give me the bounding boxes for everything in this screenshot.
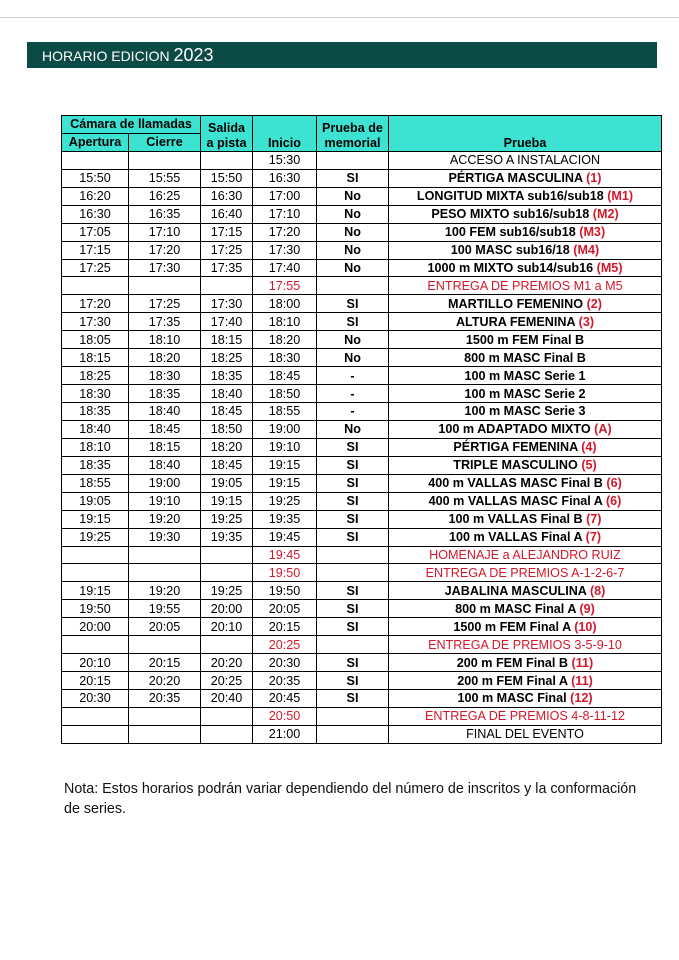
cell-prueba [389, 313, 662, 331]
cell-inicio: 17:40 [253, 259, 317, 277]
event-name: 200 m FEM Final B [456, 655, 569, 670]
event-name: 800 m MASC Final B [464, 350, 586, 365]
event-tag: (7) [586, 512, 602, 527]
event-name: 1500 m FEM Final B [465, 332, 585, 347]
event-name: ENTREGA DE PREMIOS 4-8-11-12 [425, 709, 625, 724]
cell-inicio: 19:15 [253, 474, 317, 492]
event-name: 800 m MASC Final A [455, 601, 576, 616]
header-memorial: Prueba de memorial [317, 116, 389, 152]
cell-apertura [62, 564, 129, 582]
cell-inicio: 18:55 [253, 403, 317, 421]
cell-inicio: 20:05 [253, 600, 317, 618]
cell-memorial: - [317, 367, 389, 385]
cell-apertura: 18:30 [62, 385, 129, 403]
cell-prueba [389, 420, 662, 438]
cell-inicio: 19:45 [253, 546, 317, 564]
table-row [62, 331, 662, 349]
cell-inicio: 18:00 [253, 295, 317, 313]
cell-memorial: No [317, 259, 389, 277]
table-row [62, 474, 662, 492]
cell-memorial [317, 725, 389, 743]
cell-memorial: SI [317, 690, 389, 708]
cell-inicio: 21:00 [253, 725, 317, 743]
cell-prueba [389, 403, 662, 421]
cell-cierre: 19:10 [129, 492, 201, 510]
cell-cierre: 20:20 [129, 672, 201, 690]
cell-prueba [389, 672, 662, 690]
cell-salida: 17:35 [201, 259, 253, 277]
event-tag: (M1) [607, 189, 634, 204]
event-tag: (12) [570, 691, 593, 706]
cell-cierre: 19:20 [129, 510, 201, 528]
event-tag: (A) [594, 422, 612, 437]
cell-inicio: 16:30 [253, 169, 317, 187]
cell-salida: 20:40 [201, 690, 253, 708]
event-tag: (11) [571, 673, 593, 688]
cell-prueba [389, 564, 662, 582]
event-tag: (2) [586, 296, 602, 311]
cell-salida: 17:15 [201, 223, 253, 241]
cell-apertura: 15:50 [62, 169, 129, 187]
event-tag: (M2) [592, 207, 619, 222]
cell-prueba [389, 690, 662, 708]
cell-salida: 19:25 [201, 510, 253, 528]
cell-prueba [389, 151, 662, 169]
cell-salida: 17:30 [201, 295, 253, 313]
banner-title: HORARIO EDICION [42, 48, 170, 64]
cell-cierre [129, 546, 201, 564]
title-banner [27, 42, 657, 68]
cell-salida: 16:30 [201, 187, 253, 205]
table-row [62, 438, 662, 456]
cell-inicio: 17:20 [253, 223, 317, 241]
cell-prueba [389, 456, 662, 474]
cell-memorial: SI [317, 295, 389, 313]
cell-prueba [389, 169, 662, 187]
ceremony-row [62, 277, 662, 295]
cell-cierre: 18:35 [129, 385, 201, 403]
cell-prueba [389, 241, 662, 259]
event-name: PÉRTIGA FEMENINA [453, 440, 578, 455]
cell-memorial [317, 151, 389, 169]
event-name: LONGITUD MIXTA sub16/sub18 [416, 189, 604, 204]
event-name: PESO MIXTO sub16/sub18 [431, 207, 590, 222]
cell-inicio: 18:45 [253, 367, 317, 385]
cell-prueba [389, 474, 662, 492]
cell-prueba [389, 510, 662, 528]
table-row [62, 349, 662, 367]
event-name: HOMENAJE a ALEJANDRO RUIZ [429, 547, 621, 562]
table-row [62, 582, 662, 600]
footnote: Nota: Estos horarios podrán variar dependiendo del número de inscritos y la conformación de series. [64, 781, 637, 817]
cell-apertura: 18:55 [62, 474, 129, 492]
table-row [62, 690, 662, 708]
cell-apertura: 17:15 [62, 241, 129, 259]
cell-salida: 19:25 [201, 582, 253, 600]
event-name: 100 m ADAPTADO MIXTO [438, 422, 591, 437]
cell-inicio: 19:10 [253, 438, 317, 456]
event-name: JABALINA MASCULINA [444, 583, 587, 598]
event-name: PÉRTIGA MASCULINA [448, 171, 583, 186]
event-name: ENTREGA DE PREMIOS A-1-2-6-7 [425, 565, 625, 580]
cell-memorial: SI [317, 618, 389, 636]
cell-apertura [62, 277, 129, 295]
cell-salida [201, 151, 253, 169]
cell-prueba [389, 367, 662, 385]
cell-memorial [317, 546, 389, 564]
event-tag: (M4) [573, 243, 600, 258]
cell-cierre [129, 636, 201, 654]
event-name: FINAL DEL EVENTO [466, 727, 584, 742]
table-row [62, 385, 662, 403]
cell-cierre: 17:25 [129, 295, 201, 313]
header-camara: Cámara de llamadas [62, 116, 201, 134]
cell-cierre: 18:20 [129, 349, 201, 367]
cell-inicio: 20:25 [253, 636, 317, 654]
cell-prueba [389, 277, 662, 295]
event-name: 100 MASC sub16/18 [450, 243, 570, 258]
cell-cierre: 18:40 [129, 403, 201, 421]
event-tag: (7) [585, 530, 602, 545]
cell-apertura: 19:15 [62, 510, 129, 528]
cell-inicio: 19:50 [253, 564, 317, 582]
cell-prueba [389, 546, 662, 564]
cell-apertura: 17:05 [62, 223, 129, 241]
cell-apertura [62, 636, 129, 654]
cell-cierre: 20:35 [129, 690, 201, 708]
cell-apertura: 18:15 [62, 349, 129, 367]
table-row [62, 456, 662, 474]
cell-apertura: 18:40 [62, 420, 129, 438]
table-row [62, 528, 662, 546]
cell-inicio: 19:15 [253, 456, 317, 474]
cell-memorial: - [317, 403, 389, 421]
cell-memorial: SI [317, 456, 389, 474]
table-row [62, 151, 662, 169]
cell-inicio: 19:25 [253, 492, 317, 510]
event-name: 100 m MASC Serie 2 [464, 386, 586, 401]
table-row [62, 654, 662, 672]
cell-cierre: 20:05 [129, 618, 201, 636]
ceremony-row [62, 546, 662, 564]
cell-salida: 18:15 [201, 331, 253, 349]
cell-cierre: 16:35 [129, 205, 201, 223]
header-cierre: Cierre [129, 133, 201, 151]
cell-salida: 18:25 [201, 349, 253, 367]
table-row [62, 672, 662, 690]
cell-memorial: No [317, 187, 389, 205]
cell-apertura: 17:30 [62, 313, 129, 331]
cell-salida: 20:00 [201, 600, 253, 618]
cell-cierre: 15:55 [129, 169, 201, 187]
cell-memorial: SI [317, 528, 389, 546]
ceremony-row [62, 707, 662, 725]
event-tag: (3) [578, 314, 595, 329]
event-name: 100 m MASC Serie 3 [464, 404, 586, 419]
cell-inicio: 17:30 [253, 241, 317, 259]
cell-apertura: 20:00 [62, 618, 129, 636]
cell-salida [201, 277, 253, 295]
cell-prueba [389, 600, 662, 618]
banner-year: 2023 [173, 45, 214, 65]
cell-salida: 18:20 [201, 438, 253, 456]
table-row [62, 259, 662, 277]
cell-inicio: 20:35 [253, 672, 317, 690]
cell-memorial: SI [317, 510, 389, 528]
header-inicio: Inicio [253, 116, 317, 152]
header-salida: Salida a pista [201, 116, 253, 152]
event-name: 100 m VALLAS Final A [448, 530, 583, 545]
table-row [62, 420, 662, 438]
cell-inicio: 19:45 [253, 528, 317, 546]
cell-memorial: No [317, 205, 389, 223]
cell-inicio: 18:50 [253, 385, 317, 403]
cell-salida: 18:45 [201, 403, 253, 421]
cell-memorial: SI [317, 169, 389, 187]
cell-prueba [389, 295, 662, 313]
cell-apertura [62, 707, 129, 725]
cell-cierre [129, 277, 201, 295]
event-name: ACCESO A INSTALACION [449, 153, 601, 168]
cell-salida: 20:10 [201, 618, 253, 636]
cell-salida: 15:50 [201, 169, 253, 187]
event-name: 400 m VALLAS MASC Final A [428, 494, 603, 509]
cell-cierre: 18:30 [129, 367, 201, 385]
event-tag: (9) [579, 601, 595, 616]
cell-memorial: - [317, 385, 389, 403]
cell-memorial: No [317, 420, 389, 438]
table-row [62, 725, 662, 743]
event-tag: (5) [581, 458, 597, 473]
event-name: 200 m FEM Final A [457, 673, 568, 688]
table-row [62, 295, 662, 313]
cell-salida [201, 546, 253, 564]
cell-apertura: 19:05 [62, 492, 129, 510]
cell-prueba [389, 187, 662, 205]
cell-cierre [129, 151, 201, 169]
cell-prueba [389, 438, 662, 456]
event-name: 1000 m MIXTO sub14/sub16 [427, 260, 594, 275]
cell-memorial: No [317, 241, 389, 259]
cell-salida: 20:20 [201, 654, 253, 672]
header-apertura: Apertura [62, 133, 129, 151]
cell-cierre: 20:15 [129, 654, 201, 672]
ceremony-row [62, 636, 662, 654]
cell-memorial [317, 564, 389, 582]
cell-apertura: 16:20 [62, 187, 129, 205]
cell-apertura: 19:25 [62, 528, 129, 546]
cell-cierre: 19:55 [129, 600, 201, 618]
cell-memorial: No [317, 223, 389, 241]
cell-salida: 18:40 [201, 385, 253, 403]
cell-memorial: SI [317, 474, 389, 492]
cell-inicio: 17:10 [253, 205, 317, 223]
table-row [62, 313, 662, 331]
cell-salida: 20:25 [201, 672, 253, 690]
cell-inicio: 17:00 [253, 187, 317, 205]
event-tag: (6) [605, 494, 622, 509]
cell-apertura [62, 151, 129, 169]
cell-prueba [389, 492, 662, 510]
cell-cierre: 18:15 [129, 438, 201, 456]
cell-salida [201, 725, 253, 743]
cell-inicio: 15:30 [253, 151, 317, 169]
cell-salida: 18:50 [201, 420, 253, 438]
cell-salida: 16:40 [201, 205, 253, 223]
cell-memorial: No [317, 349, 389, 367]
cell-apertura [62, 546, 129, 564]
event-tag: (M5) [596, 260, 623, 275]
event-name: ENTREGA DE PREMIOS 3-5-9-10 [428, 637, 622, 652]
cell-memorial: SI [317, 672, 389, 690]
cell-memorial [317, 707, 389, 725]
cell-apertura: 18:05 [62, 331, 129, 349]
table-row [62, 169, 662, 187]
cell-cierre: 17:20 [129, 241, 201, 259]
cell-prueba [389, 349, 662, 367]
cell-apertura: 18:35 [62, 456, 129, 474]
event-name: 400 m VALLAS MASC Final B [428, 476, 603, 491]
cell-apertura: 20:30 [62, 690, 129, 708]
event-tag: (1) [586, 171, 602, 186]
cell-apertura: 18:35 [62, 403, 129, 421]
cell-prueba [389, 618, 662, 636]
table-row [62, 223, 662, 241]
cell-cierre: 17:30 [129, 259, 201, 277]
cell-salida: 17:25 [201, 241, 253, 259]
table-row [62, 403, 662, 421]
cell-prueba [389, 259, 662, 277]
cell-cierre [129, 564, 201, 582]
cell-memorial: SI [317, 600, 389, 618]
schedule-table [61, 115, 662, 744]
event-tag: (M3) [579, 225, 606, 240]
cell-prueba [389, 223, 662, 241]
event-name: 100 m VALLAS Final B [448, 512, 583, 527]
cell-inicio: 18:30 [253, 349, 317, 367]
cell-prueba [389, 331, 662, 349]
event-name: 100 FEM sub16/sub18 [444, 225, 576, 240]
cell-memorial [317, 636, 389, 654]
cell-prueba [389, 654, 662, 672]
cell-prueba [389, 205, 662, 223]
cell-apertura [62, 725, 129, 743]
cell-prueba [389, 636, 662, 654]
cell-salida: 19:35 [201, 528, 253, 546]
cell-cierre: 18:40 [129, 456, 201, 474]
cell-salida: 19:15 [201, 492, 253, 510]
cell-memorial [317, 277, 389, 295]
cell-prueba [389, 725, 662, 743]
cell-apertura: 17:25 [62, 259, 129, 277]
cell-apertura: 16:30 [62, 205, 129, 223]
table-row [62, 205, 662, 223]
event-name: ENTREGA DE PREMIOS M1 a M5 [427, 278, 623, 293]
cell-apertura: 18:10 [62, 438, 129, 456]
cell-inicio: 20:45 [253, 690, 317, 708]
cell-cierre: 19:00 [129, 474, 201, 492]
event-name: MARTILLO FEMENINO [448, 296, 584, 311]
cell-cierre: 16:25 [129, 187, 201, 205]
event-tag: (8) [589, 583, 606, 598]
cell-cierre [129, 725, 201, 743]
cell-cierre: 19:20 [129, 582, 201, 600]
event-name: 100 m MASC Final [457, 691, 567, 706]
cell-cierre: 18:10 [129, 331, 201, 349]
event-tag: (10) [574, 619, 597, 634]
cell-inicio: 20:50 [253, 707, 317, 725]
event-name: TRIPLE MASCULINO [453, 458, 578, 473]
ceremony-row [62, 564, 662, 582]
table-row [62, 510, 662, 528]
cell-apertura: 20:15 [62, 672, 129, 690]
header-prueba: Prueba [389, 116, 662, 152]
event-name: ALTURA FEMENINA [455, 314, 576, 329]
cell-salida [201, 707, 253, 725]
cell-cierre [129, 707, 201, 725]
table-row [62, 492, 662, 510]
cell-memorial: SI [317, 438, 389, 456]
cell-prueba [389, 707, 662, 725]
table-row [62, 600, 662, 618]
cell-memorial: No [317, 331, 389, 349]
event-tag: (4) [581, 440, 597, 455]
cell-salida [201, 636, 253, 654]
cell-salida: 19:05 [201, 474, 253, 492]
cell-prueba [389, 528, 662, 546]
cell-cierre: 18:45 [129, 420, 201, 438]
cell-memorial: SI [317, 313, 389, 331]
cell-apertura: 19:50 [62, 600, 129, 618]
top-divider [0, 17, 679, 18]
cell-memorial: SI [317, 582, 389, 600]
table-row [62, 187, 662, 205]
event-name: 1500 m FEM Final A [453, 619, 571, 634]
cell-inicio: 20:30 [253, 654, 317, 672]
cell-inicio: 18:20 [253, 331, 317, 349]
event-tag: (6) [606, 476, 622, 491]
cell-apertura: 20:10 [62, 654, 129, 672]
table-row [62, 241, 662, 259]
cell-inicio: 19:35 [253, 510, 317, 528]
cell-memorial: SI [317, 492, 389, 510]
cell-apertura: 19:15 [62, 582, 129, 600]
cell-salida: 18:45 [201, 456, 253, 474]
cell-cierre: 17:35 [129, 313, 201, 331]
cell-inicio: 19:00 [253, 420, 317, 438]
event-name: 100 m MASC Serie 1 [464, 368, 586, 383]
cell-salida [201, 564, 253, 582]
cell-inicio: 19:50 [253, 582, 317, 600]
cell-apertura: 18:25 [62, 367, 129, 385]
cell-prueba [389, 385, 662, 403]
cell-inicio: 20:15 [253, 618, 317, 636]
table-row [62, 367, 662, 385]
cell-inicio: 17:55 [253, 277, 317, 295]
cell-memorial: SI [317, 654, 389, 672]
cell-cierre: 19:30 [129, 528, 201, 546]
table-row [62, 618, 662, 636]
cell-salida: 18:35 [201, 367, 253, 385]
cell-apertura: 17:20 [62, 295, 129, 313]
cell-cierre: 17:10 [129, 223, 201, 241]
cell-inicio: 18:10 [253, 313, 317, 331]
cell-salida: 17:40 [201, 313, 253, 331]
cell-prueba [389, 582, 662, 600]
event-tag: (11) [571, 655, 594, 670]
